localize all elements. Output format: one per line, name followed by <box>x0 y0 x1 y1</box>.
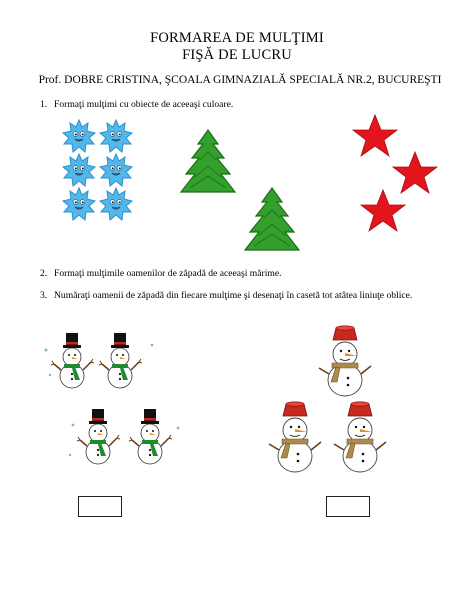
task-1 <box>40 99 233 110</box>
snowflakes-group <box>58 118 142 224</box>
star-icon <box>353 115 397 156</box>
snowman-green-scarf-icon <box>77 409 120 464</box>
task-1-text: Formaţi mulţimi cu obiecte de aceeaşi culoare. <box>54 99 234 110</box>
large-snowmen-group <box>265 318 425 478</box>
snowflake-icon <box>63 188 95 220</box>
snowman-brown-scarf-icon <box>334 402 386 472</box>
snowman-brown-scarf-icon <box>269 402 321 472</box>
task-2 <box>40 268 282 279</box>
snowman-brown-scarf-icon <box>319 326 371 396</box>
snowman-green-scarf-icon <box>129 409 172 464</box>
star-icon <box>361 190 405 231</box>
task-2-number: 2. <box>40 268 48 279</box>
snowflake-icon <box>100 188 132 220</box>
page-title: FORMAREA DE MULŢIMI <box>150 30 324 46</box>
snowflake-icon <box>63 154 95 186</box>
task-2-text: Formaţi mulţimile oamenilor de zăpadă de aceeaşi mărime. <box>54 268 282 279</box>
answer-box-right[interactable] <box>326 496 370 517</box>
small-snowmen-group <box>40 330 190 470</box>
task-3-number: 3. <box>40 290 48 301</box>
fir-tree-icon <box>181 130 235 192</box>
task-3-text: Număraţi oamenii de zăpadă din fiecare mulţime şi desenaţi în casetă tot atâtea liniuţe oblice. <box>54 290 413 301</box>
fir-tree-icon <box>245 188 299 250</box>
snowman-green-scarf-icon <box>99 333 142 388</box>
snowman-green-scarf-icon <box>51 333 94 388</box>
stars-group <box>345 112 445 247</box>
answer-box-left[interactable] <box>78 496 122 517</box>
page-subtitle: FIŞĂ DE LUCRU <box>182 47 292 63</box>
trees-group <box>172 124 312 269</box>
snowflake-icon <box>100 120 132 152</box>
snowflake-icon <box>100 154 132 186</box>
author-line: Prof. DOBRE CRISTINA, ŞCOALA GIMNAZIALĂ SPECIALĂ NR.2, BUCUREŞTI <box>38 74 442 86</box>
star-icon <box>393 152 437 193</box>
snowflake-icon <box>63 120 95 152</box>
task-1-number: 1. <box>40 99 48 110</box>
task-3 <box>40 290 412 301</box>
